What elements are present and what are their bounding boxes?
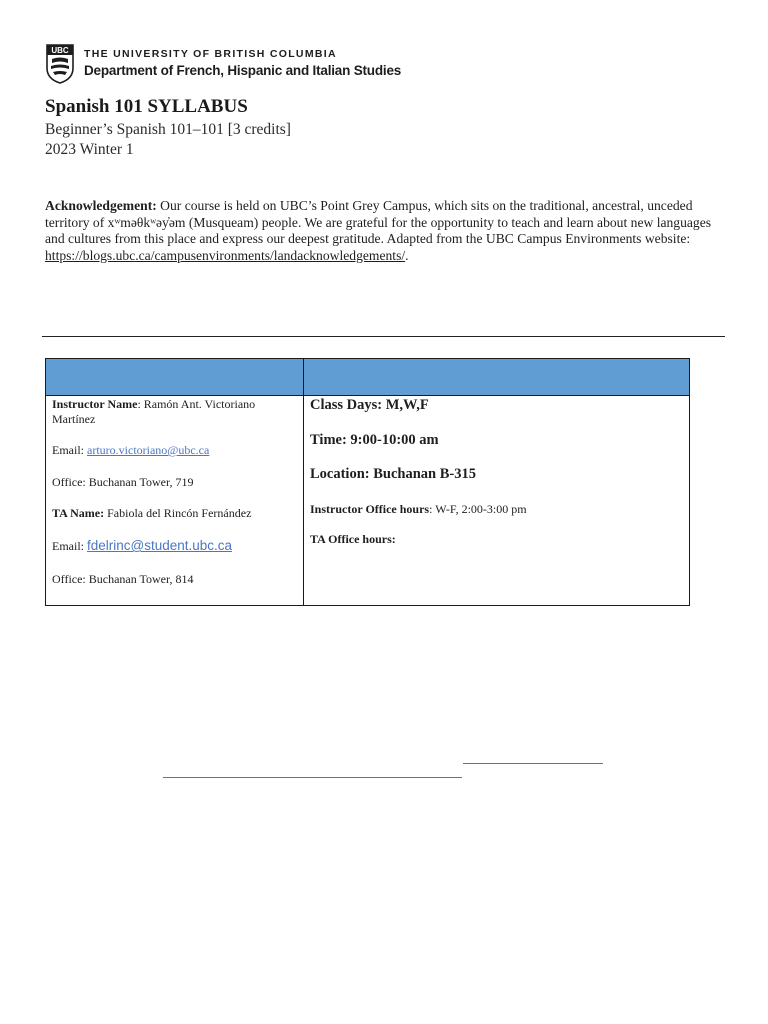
class-time: Time: 9:00-10:00 am: [310, 432, 439, 448]
university-name: THE UNIVERSITY OF BRITISH COLUMBIA: [84, 48, 337, 60]
instructor-office: Office: Buchanan Tower, 719: [52, 475, 194, 489]
class-days: Class Days: M,W,F: [310, 397, 429, 413]
table-header-row: [46, 359, 689, 396]
acknowledgement-text: Our course is held on UBC’s Point Grey Campus, which sits on the traditional, ancestral, unceded territory of xʷməθkʷəy̓əm (Musqueam) people. We are grateful for the opportunity to teach and learn about new languages and cultures from this place and express our deepest gratitude. Adapted from the UBC Campus Environments website:: [45, 198, 712, 246]
ta-email-line: [52, 538, 232, 554]
office-hours-value: : W-F, 2:00-3:00 pm: [429, 502, 527, 516]
table-column-divider: [303, 359, 304, 605]
ubc-logo: [46, 44, 74, 84]
instructor-email-link[interactable]: arturo.victoriano@ubc.ca: [87, 443, 210, 457]
course-term: 2023 Winter 1: [45, 141, 134, 158]
email-label: Email:: [52, 443, 87, 457]
ta-office-hours: [310, 532, 396, 547]
ta-email-link[interactable]: fdelrinc@student.ubc.ca: [87, 538, 233, 553]
course-info-table: [45, 358, 690, 606]
instructor-name-line: [52, 397, 255, 412]
course-subtitle: Beginner’s Spanish 101–101 [3 credits]: [45, 121, 291, 138]
instructor-name: : Ramón Ant. Victoriano: [137, 397, 256, 411]
class-location: Location: Buchanan B-315: [310, 466, 476, 482]
instructor-email-line: [52, 443, 209, 458]
ta-name-label: TA Name:: [52, 506, 105, 520]
syllabus-title: Spanish 101 SYLLABUS: [45, 96, 248, 117]
ta-name: Fabiola del Rincón Fernández: [104, 506, 252, 520]
department-name: Department of French, Hispanic and Italian Studies: [84, 63, 402, 78]
instructor-name-label: Instructor Name: [52, 397, 138, 411]
empty-link-underline[interactable]: [463, 763, 603, 764]
instructor-name-continued: Martínez: [52, 412, 96, 426]
acknowledgement-paragraph: [45, 198, 725, 264]
ta-office-hours-label: TA Office hours:: [310, 532, 396, 546]
acknowledgement-link[interactable]: https://blogs.ubc.ca/campusenvironments/landacknowledgements/: [45, 247, 406, 263]
ta-office: Office: Buchanan Tower, 814: [52, 572, 194, 586]
ta-name-line: [52, 506, 251, 521]
acknowledgement-end: .: [405, 247, 409, 263]
empty-link-underline[interactable]: [163, 777, 462, 778]
acknowledgement-label: Acknowledgement:: [45, 198, 157, 213]
logo-text: UBC: [51, 46, 69, 55]
office-hours-label: Instructor Office hours: [310, 502, 430, 516]
ta-email-label: Email:: [52, 539, 87, 553]
section-divider: [42, 336, 725, 337]
instructor-office-hours: [310, 502, 527, 517]
